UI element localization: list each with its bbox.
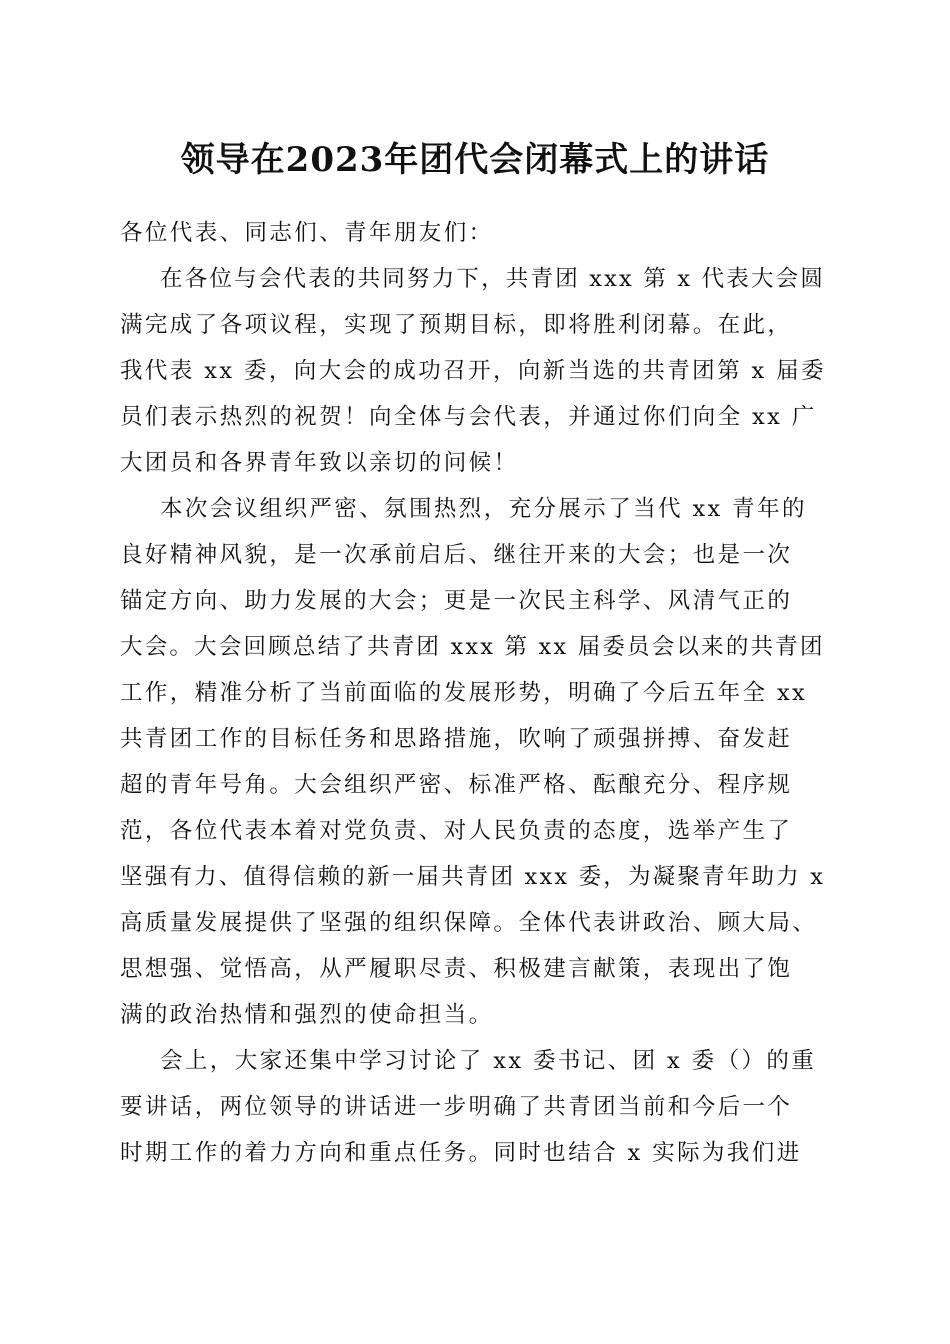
text-line: 满完成了各项议程，实现了预期目标，即将胜利闭幕。在此， xyxy=(120,312,793,338)
text-line: 良好精神风貌，是一次承前启后、继往开来的大会；也是一次 xyxy=(120,542,793,568)
text-line: 超的青年号角。大会组织严密、标准严格、酝酿充分、程序规 xyxy=(120,772,793,798)
text-line: 满的政治热情和强烈的使命担当。 xyxy=(120,1002,494,1028)
document-body xyxy=(120,210,830,1176)
text-line: 员们表示热烈的祝贺！向全体与会代表，并通过你们向全 xx 广 xyxy=(120,404,817,430)
text-line: 共青团工作的目标任务和思路措施，吹响了顽强拼搏、奋发赶 xyxy=(120,726,793,752)
text-line: 工作，精准分析了当前面临的发展形势，明确了今后五年全 xx xyxy=(120,680,808,706)
text-line: 范，各位代表本着对党负责、对人民负责的态度，选举产生了 xyxy=(120,818,793,844)
paragraph xyxy=(120,1038,830,1176)
text-line: 大团员和各界青年致以亲切的问候！ xyxy=(120,450,519,476)
text-line: 大会。大会回顾总结了共青团 xxx 第 xx 届委员会以来的共青团 xyxy=(120,634,825,660)
text-line: 时期工作的着力方向和重点任务。同时也结合 x 实际为我们进 xyxy=(120,1140,802,1166)
text-line: 各位代表、同志们、青年朋友们： xyxy=(120,220,494,246)
text-line: 锚定方向、助力发展的大会；更是一次民主科学、风清气正的 xyxy=(120,588,793,614)
text-line: 会上，大家还集中学习讨论了 xx 委书记、团 x 委（）的重 xyxy=(160,1048,817,1074)
text-line: 坚强有力、值得信赖的新一届共青团 xxx 委，为凝聚青年助力 x xyxy=(120,864,826,890)
paragraph xyxy=(120,256,830,486)
paragraph-salutation xyxy=(120,210,830,256)
text-line: 高质量发展提供了坚强的组织保障。全体代表讲政治、顾大局、 xyxy=(120,910,818,936)
text-line: 我代表 xx 委，向大会的成功召开，向新当选的共青团第 x 届委 xyxy=(120,358,826,384)
text-line: 在各位与会代表的共同努力下，共青团 xxx 第 x 代表大会圆 xyxy=(160,266,826,292)
document-title: 领导在2023年团代会闭幕式上的讲话 xyxy=(180,140,770,180)
paragraph xyxy=(120,486,830,1038)
text-line: 要讲话，两位领导的讲话进一步明确了共青团当前和今后一个 xyxy=(120,1094,793,1120)
text-line: 本次会议组织严密、氛围热烈，充分展示了当代 xx 青年的 xyxy=(160,496,807,522)
text-line: 思想强、觉悟高，从严履职尽责、积极建言献策，表现出了饱 xyxy=(120,956,793,982)
